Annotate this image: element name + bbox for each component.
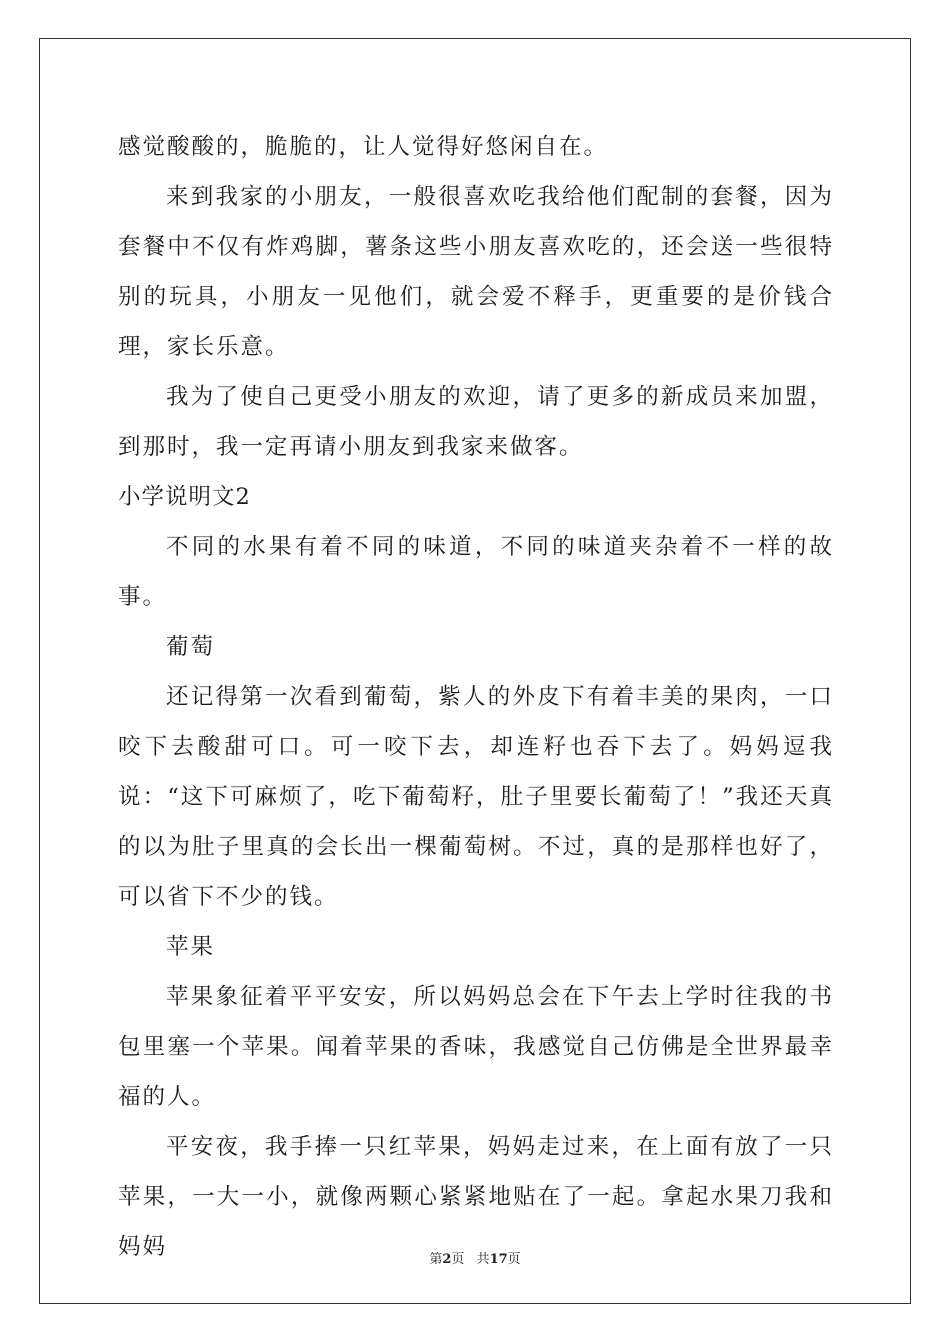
subheading-apple: 苹果 [166, 934, 216, 960]
document-body [118, 122, 834, 1272]
paragraph: 我为了使自己更受小朋友的欢迎，请了更多的新成员来加盟，到那时，我一定再请小朋友到我家来做客。 [118, 384, 834, 460]
paragraph: 感觉酸酸的，脆脆的，让人觉得好悠闲自在。 [118, 134, 609, 160]
paragraph: 苹果象征着平平安安，所以妈妈总会在下午去上学时往我的书包里塞一个苹果。闻着苹果的香味，我感觉自己仿佛是全世界最幸福的人。 [118, 984, 834, 1110]
paragraph: 还记得第一次看到葡萄，紫人的外皮下有着丰美的果肉，一口咬下去酸甜可口。可一咬下去，却连籽也吞下去了。妈妈逗我说：“这下可麻烦了，吃下葡萄籽，肚子里要长葡萄了！”我还天真的以为肚子里真的会长出一棵葡萄树。不过，真的是那样也好了，可以省下不少的钱。 [118, 684, 834, 910]
paragraph: 平安夜，我手捧一只红苹果，妈妈走过来，在上面有放了一只苹果，一大一小，就像两颗心紧紧地贴在了一起。拿起水果刀我和妈妈 [118, 1134, 834, 1260]
section-heading: 小学说明文2 [118, 484, 251, 510]
paragraph: 不同的水果有着不同的味道，不同的味道夹杂着不一样的故事。 [118, 534, 834, 610]
paragraph: 来到我家的小朋友，一般很喜欢吃我给他们配制的套餐，因为套餐中不仅有炸鸡脚，薯条这些小朋友喜欢吃的，还会送一些很特别的玩具，小朋友一见他们，就会爱不释手，更重要的是价钱合理，家长乐意。 [118, 184, 834, 360]
page-footer [0, 1248, 950, 1267]
total-pages-indicator: 共17页 [476, 1252, 521, 1267]
subheading-grape: 葡萄 [166, 634, 216, 660]
page-indicator: 第2页 [429, 1252, 465, 1267]
